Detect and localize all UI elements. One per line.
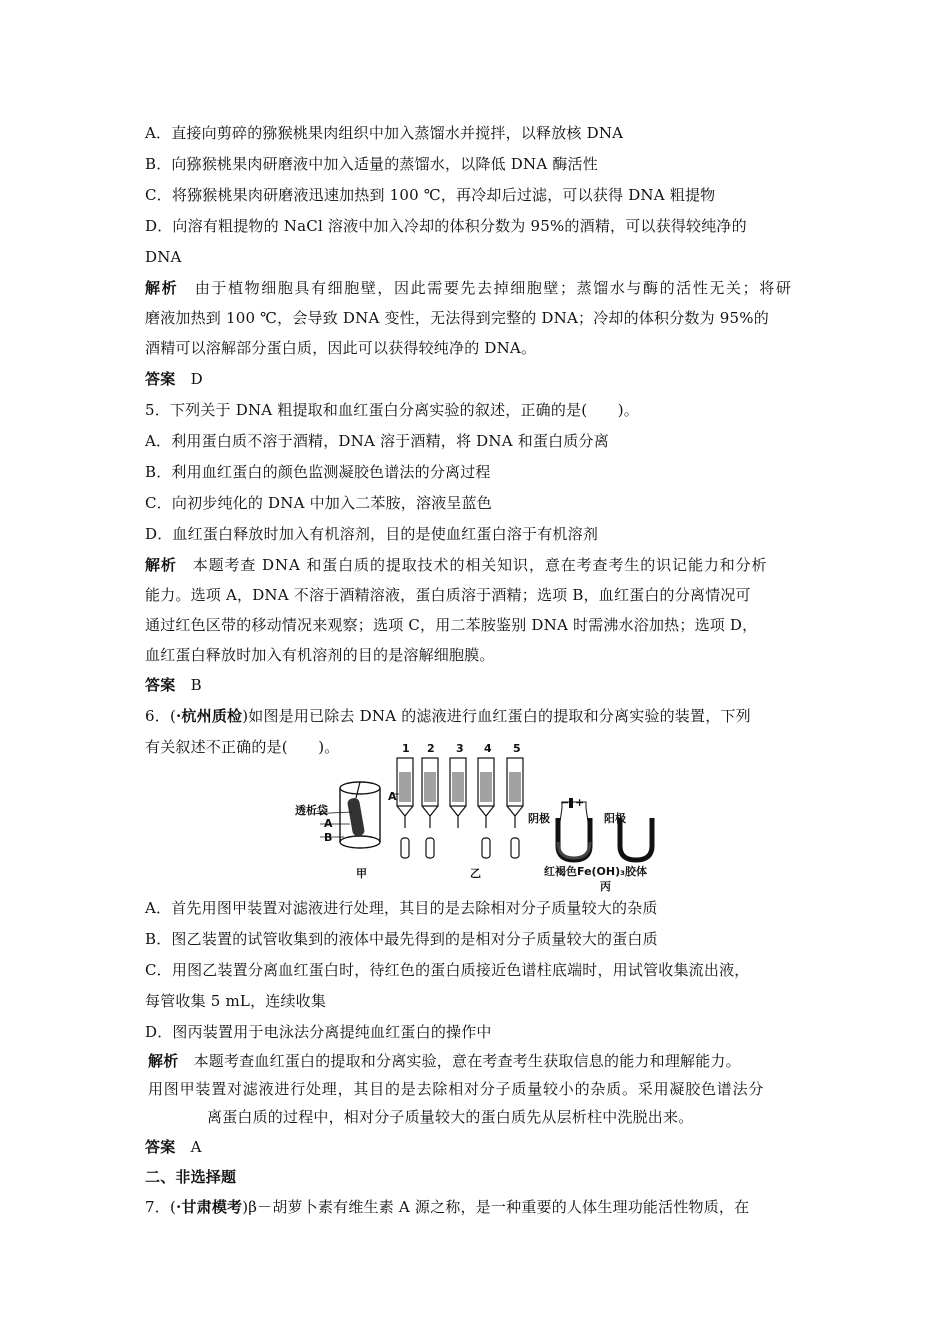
q4-analysis-line-2: 磨液加热到 100 ℃，会导致 DNA 变性，无法得到完整的 DNA；冷却的体积分数为 95%的 (145, 309, 769, 327)
bag-label: 透析袋 (295, 804, 328, 817)
q5-option-d: D．血红蛋白释放时加入有机溶剂，目的是使血红蛋白溶于有机溶剂 (145, 525, 599, 543)
tube-a-label: A (388, 790, 397, 803)
q7-stem-text: )β－胡萝卜素有维生素 A 源之称，是一种重要的人体生理功能活性物质，在 (242, 1198, 750, 1216)
q5-answer (145, 674, 815, 696)
q6-option-b: B．图乙装置的试管收集到的液体中最先得到的是相对分子质量较大的蛋白质 (145, 930, 658, 948)
caption-yi: 乙 (470, 867, 481, 880)
q6-figure (290, 742, 670, 892)
q5-analysis-line-4: 血红蛋白释放时加入有机溶剂的目的是溶解细胞膜。 (145, 646, 495, 664)
q4-analysis-text: 由于植物细胞具有细胞壁，因此需要先去掉细胞壁；蒸馏水与酶的活性无关；将研 (194, 279, 793, 297)
q5-option-c: C．向初步纯化的 DNA 中加入二苯胺，溶液呈蓝色 (145, 494, 492, 512)
q6-analysis-line-2: 用图甲装置对滤液进行处理，其目的是去除相对分子质量较小的杂质。采用凝胶色谱法分 (148, 1080, 765, 1098)
fig-a-label: A (324, 817, 333, 830)
caption-bing: 丙 (600, 880, 611, 892)
tube-number-5: 5 (513, 742, 521, 755)
q6-analysis-text: 本题考查血红蛋白的提取和分离实验，意在考查考生获取信息的能力和理解能力。 (193, 1052, 741, 1070)
q5-option-a: A．利用蛋白质不溶于酒精，DNA 溶于酒精，将 DNA 和蛋白质分离 (145, 432, 609, 450)
q6-number: 6．( (145, 707, 176, 725)
analysis-label: 解析 (148, 1052, 179, 1070)
q6-option-c: C．用图乙装置分离血红蛋白时，待红色的蛋白质接近色谱柱底端时，用试管收集流出液， (145, 961, 750, 979)
anode-label: 阳极 (604, 812, 626, 825)
q4-option-c: C．将猕猴桃果肉研磨液迅速加热到 100 ℃，再冷却后过滤，可以获得 DNA 粗提物 (145, 186, 716, 204)
answer-value: B (190, 676, 202, 694)
answer-label: 答案 (145, 370, 176, 388)
tube-number-3: 3 (456, 742, 464, 755)
q6-option-c-cont: 每管收集 5 mL，连续收集 (145, 992, 327, 1010)
caption-jia: 甲 (356, 867, 367, 880)
q6-stem-line-2: 有关叙述不正确的是( )。 (145, 738, 340, 756)
q6-option-d: D．图丙装置用于电泳法分离提纯血红蛋白的操作中 (145, 1023, 492, 1041)
tube-number-2: 2 (427, 742, 435, 755)
figure-yi-columns (388, 742, 523, 858)
q7-stem (145, 1196, 815, 1218)
q6-analysis-line-1 (148, 1050, 818, 1072)
section-heading: 二、非选择题 (145, 1168, 237, 1186)
figure-bing-utubes (528, 796, 652, 878)
q4-analysis-line-3: 酒精可以溶解部分蛋白质，因此可以获得较纯净的 DNA。 (145, 339, 537, 357)
q6-analysis-line-3: 离蛋白质的过程中，相对分子质量较大的蛋白质先从层析柱中洗脱出来。 (207, 1108, 694, 1126)
minus-sign: − (560, 796, 570, 809)
q4-analysis-line-1 (145, 277, 815, 299)
q5-option-b: B．利用血红蛋白的颜色监测凝胶色谱法的分离过程 (145, 463, 491, 481)
q6-stem-line-1 (145, 705, 815, 727)
answer-value: D (190, 370, 203, 388)
tube-number-4: 4 (484, 742, 492, 755)
q4-option-a: A．直接向剪碎的猕猴桃果肉组织中加入蒸馏水并搅拌，以释放核 DNA (145, 124, 624, 142)
q6-answer (145, 1136, 815, 1158)
q5-analysis-text: 本题考查 DNA 和蛋白质的提取技术的相关知识，意在考查考生的识记能力和分析 (192, 556, 768, 574)
q5-analysis-line-1 (145, 554, 815, 576)
q4-option-d-cont: DNA (145, 248, 182, 266)
q7-source: ·甘肃模考 (176, 1198, 243, 1216)
analysis-label: 解析 (145, 279, 179, 297)
q6-option-a: A．首先用图甲装置对滤液进行处理，其目的是去除相对分子质量较大的杂质 (145, 899, 658, 917)
q4-answer (145, 368, 815, 390)
q6-source: ·杭州质检 (176, 707, 243, 725)
answer-label: 答案 (145, 1138, 176, 1156)
q4-option-d: D．向溶有粗提物的 NaCl 溶液中加入冷却的体积分数为 95%的酒精，可以获得较纯净的 (145, 217, 747, 235)
fig-b-label: B (324, 831, 333, 844)
colloid-label: 红褐色Fe(OH)₃胶体 (544, 865, 647, 878)
q5-stem: 5．下列关于 DNA 粗提取和血红蛋白分离实验的叙述，正确的是( )。 (145, 401, 639, 419)
q5-analysis-line-2: 能力。选项 A，DNA 不溶于酒精溶液，蛋白质溶于酒精；选项 B，血红蛋白的分离情况可 (145, 586, 751, 604)
q4-option-b: B．向猕猴桃果肉研磨液中加入适量的蒸馏水，以降低 DNA 酶活性 (145, 155, 598, 173)
plus-sign: + (575, 796, 585, 809)
q7-number: 7．( (145, 1198, 176, 1216)
q6-stem-text: )如图是用已除去 DNA 的滤液进行血红蛋白的提取和分离实验的装置，下列 (242, 707, 751, 725)
q5-analysis-line-3: 通过红色区带的移动情况来观察；选项 C，用二苯胺鉴别 DNA 时需沸水浴加热；选项 D， (145, 616, 758, 634)
answer-value: A (190, 1138, 202, 1156)
analysis-label: 解析 (145, 556, 177, 574)
cathode-label: 阴极 (528, 812, 550, 825)
tube-number-1: 1 (402, 742, 410, 755)
answer-label: 答案 (145, 676, 176, 694)
